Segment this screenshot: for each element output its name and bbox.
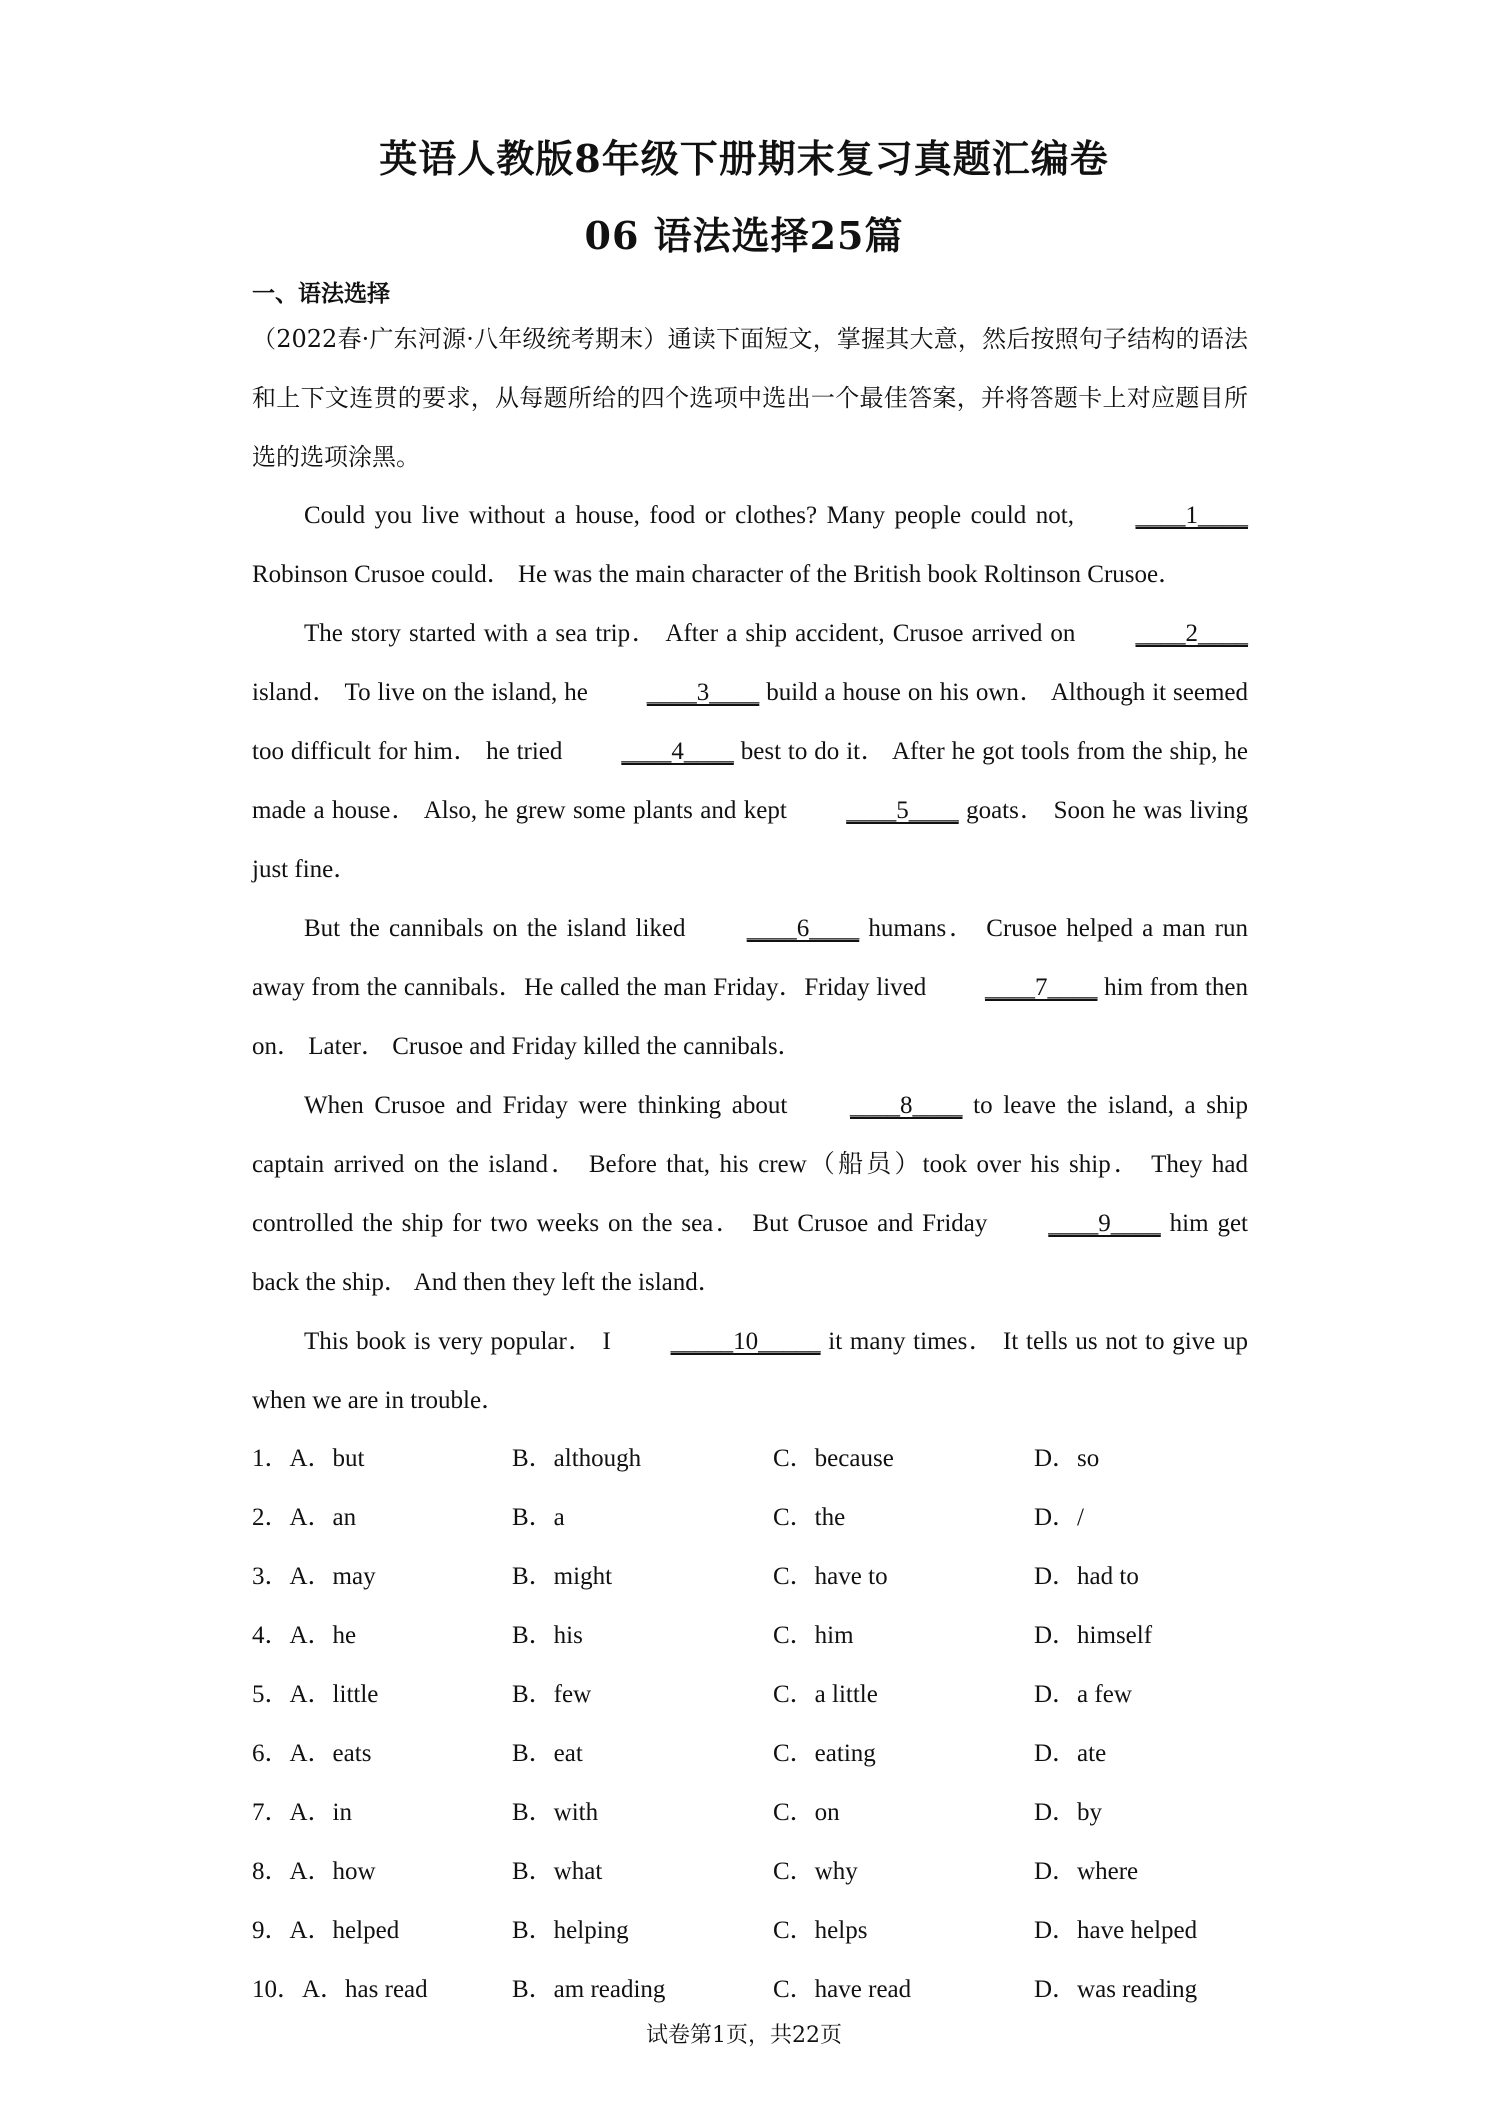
option-b: B．although — [512, 1445, 642, 1472]
passage-text: When Crusoe and Friday were thinking about — [304, 1092, 799, 1119]
passage-text: island． To live on the island, he — [252, 679, 595, 706]
option-a: 6．A．eats — [252, 1740, 372, 1767]
option-d: D．have helped — [1034, 1917, 1198, 1944]
option-b: B．a — [512, 1504, 565, 1531]
answer-blank: ____4____ — [621, 738, 734, 765]
passage-text: Could you live without a house, food or clothes? Many people could not, — [304, 502, 1084, 529]
page-subtitle: 06 语法选择25篇 — [584, 213, 904, 258]
option-b: B．his — [512, 1622, 583, 1649]
option-b: B．might — [512, 1563, 613, 1590]
paragraph — [252, 486, 1248, 604]
answer-blank: ____9____ — [1048, 1210, 1161, 1237]
answer-options — [252, 1432, 1252, 2022]
option-b: B．helping — [512, 1917, 629, 1944]
option-d: D．himself — [1034, 1622, 1153, 1649]
passage-text: to leave the island, a ship captain arrived on the island． Before that, his crew（船员）took over his ship． They had controlled the ship for two weeks on the sea． But Crusoe and Friday — [252, 1092, 1248, 1237]
section-heading: 一、语法选择 — [252, 280, 390, 307]
paragraph — [252, 1076, 1248, 1312]
paragraph — [252, 1312, 1248, 1430]
option-b: B．am reading — [512, 1976, 666, 2003]
page-title: 英语人教版8年级下册期末复习真题汇编卷 — [379, 136, 1109, 181]
option-b: B．eat — [512, 1740, 583, 1767]
question-options-row — [252, 1491, 1252, 1550]
answer-blank: ____3____ — [646, 679, 760, 706]
passage-text: him get back the ship． And then they left the island． — [252, 1210, 1248, 1296]
paragraph — [252, 899, 1248, 1076]
answer-blank: _____10_____ — [670, 1328, 821, 1355]
option-c: C．eating — [773, 1740, 876, 1767]
paragraph — [252, 604, 1248, 899]
question-options-row — [252, 1668, 1252, 1727]
option-d: D．/ — [1034, 1504, 1085, 1531]
passage-text: But the cannibals on the island liked — [304, 915, 695, 942]
option-d: D．had to — [1034, 1563, 1139, 1590]
option-a: 7．A．in — [252, 1799, 353, 1826]
option-a: 1．A．but — [252, 1445, 365, 1472]
question-options-row — [252, 1727, 1252, 1786]
answer-blank: ____2____ — [1135, 620, 1248, 647]
option-c: C．because — [773, 1445, 894, 1472]
passage-text: This book is very popular． I — [304, 1328, 619, 1355]
option-d: D．where — [1034, 1858, 1139, 1885]
passage-text: it many times． It tells us not to give up when we are in trouble． — [252, 1328, 1248, 1414]
question-options-row — [252, 1963, 1252, 2022]
option-a: 10．A．has read — [252, 1976, 428, 2003]
question-options-row — [252, 1609, 1252, 1668]
option-c: C．why — [773, 1858, 858, 1885]
reading-passage — [252, 486, 1248, 1430]
question-options-row — [252, 1550, 1252, 1609]
passage-text: goats． Soon he was living just fine． — [252, 797, 1248, 883]
option-a: 4．A．he — [252, 1622, 357, 1649]
option-c: C．have to — [773, 1563, 888, 1590]
option-c: C．on — [773, 1799, 840, 1826]
option-d: D．a few — [1034, 1681, 1132, 1708]
question-options-row — [252, 1432, 1252, 1491]
option-c: C．him — [773, 1622, 854, 1649]
question-options-row — [252, 1845, 1252, 1904]
option-d: D．by — [1034, 1799, 1103, 1826]
option-d: D．so — [1034, 1445, 1100, 1472]
option-a: 8．A．how — [252, 1858, 376, 1885]
passage-text: humans． Crusoe helped a man run away from the cannibals．He called the man Friday．Friday lived — [252, 915, 1248, 1001]
passage-text: Robinson Crusoe could． He was the main character of the British book Roltinson Crusoe． — [252, 561, 1184, 588]
option-d: D．was reading — [1034, 1976, 1198, 2003]
option-c: C．the — [773, 1504, 846, 1531]
option-d: D．ate — [1034, 1740, 1107, 1767]
option-b: B．with — [512, 1799, 599, 1826]
answer-blank: ____6____ — [746, 915, 860, 942]
option-a: 2．A．an — [252, 1504, 357, 1531]
question-options-row — [252, 1786, 1252, 1845]
option-c: C．helps — [773, 1917, 868, 1944]
option-a: 5．A．little — [252, 1681, 379, 1708]
answer-blank: ____7____ — [984, 974, 1098, 1001]
passage-text: him from then on． Later． Crusoe and Friday killed the cannibals． — [252, 974, 1248, 1060]
option-a: 9．A．helped — [252, 1917, 400, 1944]
option-c: C．a little — [773, 1681, 878, 1708]
instructions: （2022春·广东河源·八年级统考期末）通读下面短文，掌握其大意，然后按照句子结构的语法和上下文连贯的要求，从每题所给的四个选项中选出一个最佳答案，并将答题卡上对应题目所选的选项涂黑。 — [252, 325, 1248, 471]
passage-text: The story started with a sea trip． After a ship accident, Crusoe arrived on — [304, 620, 1084, 647]
question-options-row — [252, 1904, 1252, 1963]
page-footer: 试卷第1页，共22页 — [646, 2023, 842, 2048]
answer-blank: ____1____ — [1135, 502, 1248, 529]
option-b: B．what — [512, 1858, 603, 1885]
option-c: C．have read — [773, 1976, 912, 2003]
answer-blank: ____5____ — [846, 797, 959, 824]
answer-blank: ____8____ — [850, 1092, 963, 1119]
option-b: B．few — [512, 1681, 592, 1708]
passage-text: build a house on his own． Although it seemed too difficult for him． he tried — [252, 679, 1248, 765]
passage-text: best to do it． After he got tools from the ship, he made a house． Also, he grew some plants and kept — [252, 738, 1248, 824]
option-a: 3．A．may — [252, 1563, 376, 1590]
